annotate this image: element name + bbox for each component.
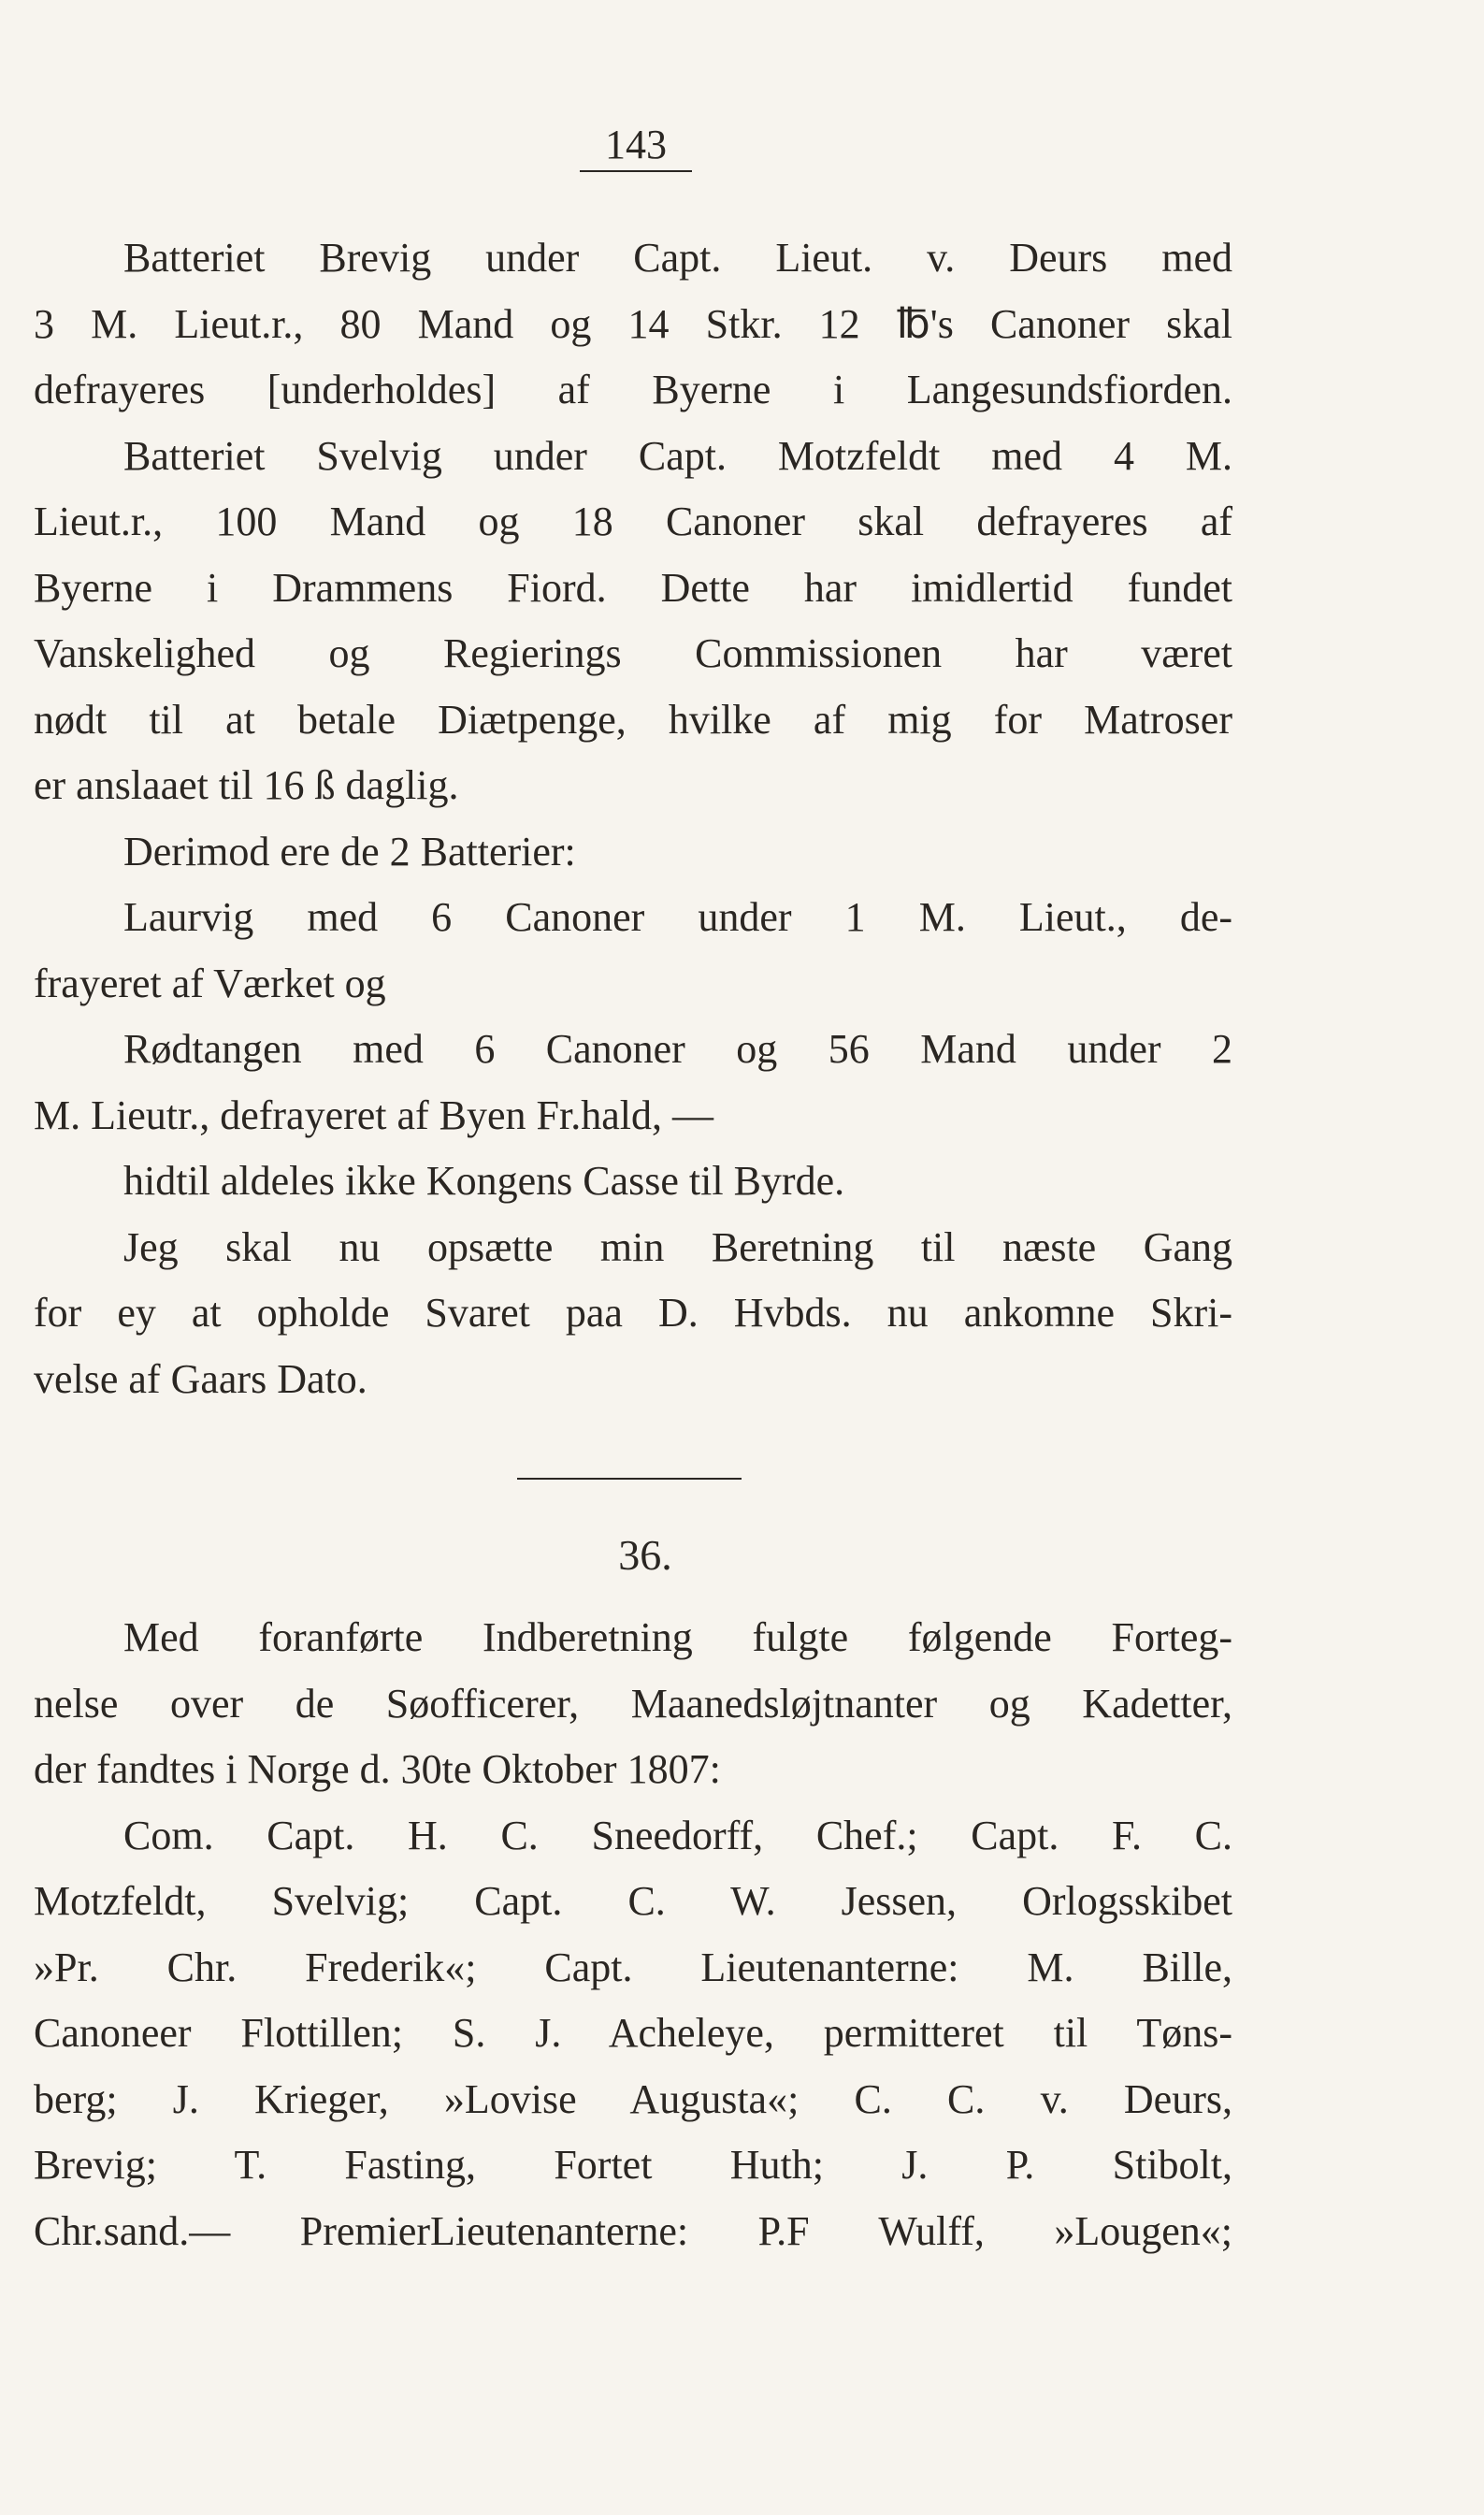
text-line: nødt til at betale Diætpenge, hvilke af mig for Matroser: [34, 696, 1232, 743]
text-line: Chr.sand.— PremierLieutenanterne: P.F Wulff, »Lougen«;: [34, 2207, 1232, 2254]
text-line: nelse over de Søofficerer, Maanedsløjtnanter og Kadetter,: [34, 1680, 1232, 1727]
list-text: [34, 1605, 1232, 2264]
text-line: der fandtes i Norge d. 30te Oktober 1807:: [34, 1746, 721, 1792]
section-divider: [517, 1478, 742, 1480]
text-line: »Pr. Chr. Frederik«; Capt. Lieutenanterne: M. Bille,: [34, 1944, 1232, 1990]
text-line: M. Lieutr., defrayeret af Byen Fr.hald, —: [34, 1091, 714, 1138]
text-line: velse af Gaars Dato.: [34, 1355, 367, 1402]
text-line: Jeg skal nu opsætte min Beretning til næste Gang: [123, 1223, 1232, 1270]
text-line: defrayeres [underholdes] af Byerne i Langesundsfiorden.: [34, 367, 1232, 412]
text-line: er anslaaet til 16 ß daglig.: [34, 762, 459, 808]
text-line: hidtil aldeles ikke Kongens Casse til Byrde.: [123, 1158, 845, 1204]
text-line: for ey at opholde Svaret paa D. Hvbds. nu ankomne Skri-: [34, 1290, 1232, 1336]
text-line: Com. Capt. H. C. Sneedorff, Chef.; Capt. F. C.: [123, 1812, 1232, 1858]
text-line: frayeret af Værket og: [34, 960, 386, 1006]
section-heading: 36.: [618, 1531, 672, 1579]
text-line: Laurvig med 6 Canoner under 1 M. Lieut., de-: [123, 894, 1232, 940]
text-line: Brevig; T. Fasting, Fortet Huth; J. P. Stibolt,: [34, 2142, 1232, 2188]
text-line: Derimod ere de 2 Batterier:: [123, 828, 576, 874]
text-line: berg; J. Krieger, »Lovise Augusta«; C. C. v. Deurs,: [34, 2075, 1232, 2122]
text-line: Byerne i Drammens Fiord. Dette har imidlertid fundet: [34, 564, 1232, 611]
text-line: Batteriet Brevig under Capt. Lieut. v. Deurs med: [123, 235, 1232, 281]
text-line: Rødtangen med 6 Canoner og 56 Mand under 2: [123, 1026, 1232, 1072]
text-line: Batteriet Svelvig under Capt. Motzfeldt med 4 M.: [123, 432, 1232, 479]
text-line: Canoneer Flottillen; S. J. Acheleye, permitteret til Tøns-: [34, 2010, 1232, 2056]
text-line: 3 M. Lieut.r., 80 Mand og 14 Stkr. 12 ℔'s Canoner skal: [34, 300, 1232, 347]
text-line: Vanskelighed og Regierings Commissionen har været: [34, 630, 1232, 676]
report-text: [34, 225, 1232, 1412]
text-line: Lieut.r., 100 Mand og 18 Canoner skal defrayeres af: [34, 499, 1232, 544]
text-line: Motzfeldt, Svelvig; Capt. C. W. Jessen, Orlogsskibet: [34, 1878, 1232, 1924]
page-number: 143: [580, 120, 692, 172]
text-line: Med foranførte Indberetning fulgte følgende Forteg-: [123, 1614, 1232, 1660]
